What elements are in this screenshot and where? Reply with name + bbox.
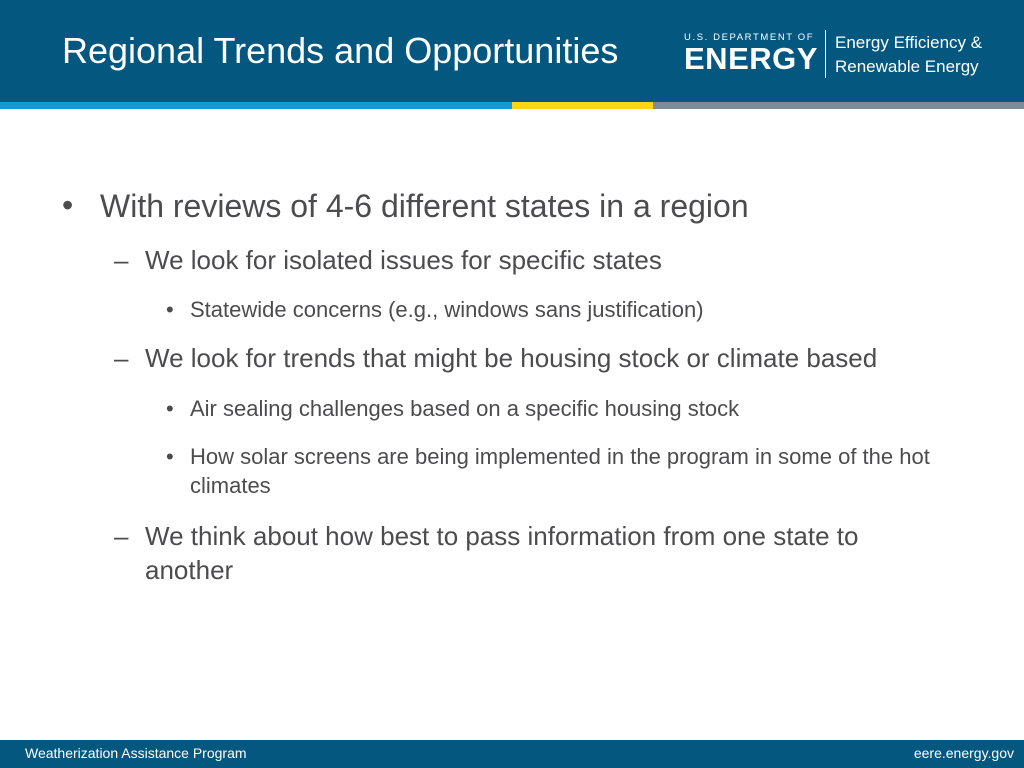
logo-office-line-2: Renewable Energy (835, 57, 979, 76)
slide-title: Regional Trends and Opportunities (62, 30, 619, 71)
bullet-text: We look for trends that might be housing stock or climate based (145, 343, 878, 373)
logo-department-line: U.S. DEPARTMENT OF (684, 32, 815, 43)
bullet-text: How solar screens are being implemented in the program in some of the hot climates (190, 444, 930, 499)
footer-program-name: Weatherization Assistance Program (25, 745, 247, 761)
bullet-marker: – (114, 521, 129, 551)
bullet-text: With reviews of 4-6 different states in a region (100, 188, 749, 224)
logo-wordmark: ENERGY (684, 41, 818, 76)
footer-website: eere.energy.gov (913, 745, 1014, 761)
bullet-marker: – (114, 245, 129, 275)
bullet-marker: • (166, 297, 174, 322)
bullet-text: Statewide concerns (e.g., windows sans justification) (190, 297, 704, 322)
bullet-text: We look for isolated issues for specific states (145, 245, 662, 275)
bullet-marker: • (166, 444, 174, 469)
logo-office-line-1: Energy Efficiency & (835, 33, 983, 52)
bullet-text: We think about how best to pass information from one state to another (145, 521, 859, 586)
bullet-text: Air sealing challenges based on a specific housing stock (190, 396, 740, 421)
bullet-marker: – (114, 343, 129, 373)
bullet-marker: • (62, 187, 74, 223)
bullet-marker: • (166, 396, 174, 421)
slide-footer (0, 740, 1024, 768)
